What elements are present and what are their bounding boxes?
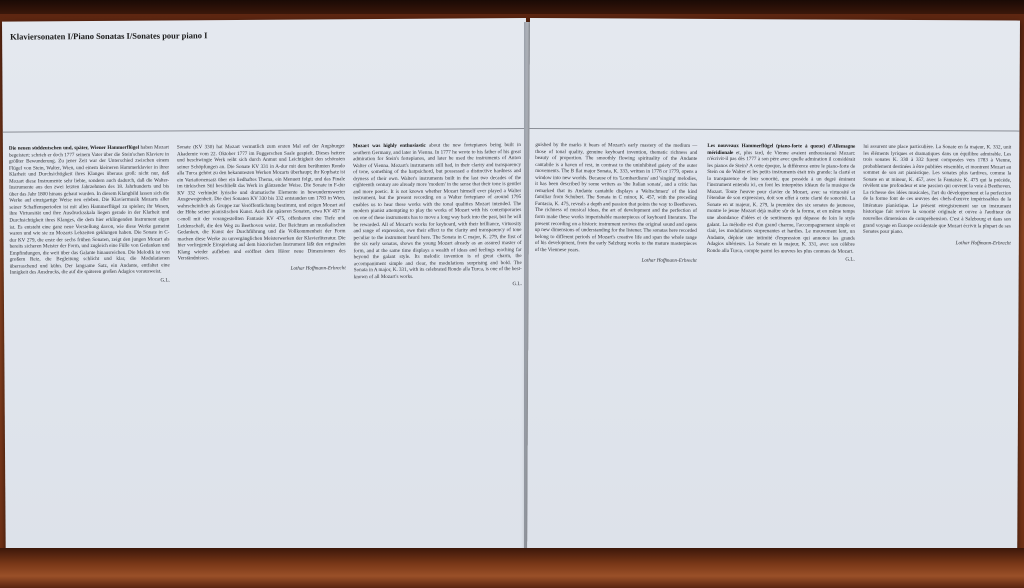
page-title: Klaviersonaten I/Piano Sonatas I/Sonates pour piano I (10, 30, 208, 42)
column-text: et, plus tard, de Vienne avaient enthousiasmé Mozart: n'écrivit-il pas dès 1777 à son père avec quelle admiration il considérait les pianos de Stein? A cette époque, la différence entre le piano-forte de Stein ou de Walter et les petits instruments était très grande: la clarté et la transparence de leur sonorité, que possède à un degré éminent l'instrument entendu ici, en font les interprètes idéaux de la musique de Mozart. Toute l'œuvre pour clavier de Mozart, avec sa virtuosité et l'étendue de son expression, doit son effet à cette clarté de sonorité. La Sonate en ut majeur, K. 279, la première des six sonates de jeunesse, montre le jeune Mozart déjà maître sûr de la forme, et en même temps une abondance d'idées et de sentiments qui dépasse de loin le style galant. La mélodie est d'un grand charme, l'accompagnement simple et clair, les modulations surprenantes et hardies. Le mouvement lent, un Andante, déploie une intimité d'expression qui annonce les grands Adagios ultérieurs. La Sonate en la majeur, K. 331, avec son célèbre Rondo alla Turca, compte parmi les œuvres les plus connues de Mozart. (706, 149, 856, 255)
divider (529, 128, 1019, 132)
text-column-5 (705, 143, 855, 544)
divider (3, 128, 527, 133)
text-column-4 (533, 142, 697, 543)
text-column-3 (353, 142, 524, 543)
wood-table-edge (0, 548, 1024, 588)
column-signature: G.L. (845, 256, 855, 264)
right-page (527, 18, 1020, 553)
column-text: guished by the marks it bears of Mozart's early mastery of the medium — those of tonal quality, genuine keyboard invention, thematic richness and beauty of proportion. The smoothly flowing spirituality of the Andante cantabile is a haven of rest, in contrast to the uninhibited gaiety of the outer movements. The B flat major Sonata, K. 333, written in 1778 or 1779, opens a window into new worlds. Because of its 'Lombardisms' and 'singing' melodies, it has been described by some writers as 'the Italian sonata', and a critic has remarked that its Andante cantabile displays a 'Weltschmerz' of the kind familiar from Schubert. The Sonata in C minor, K. 457, with the preceding Fantasia, K. 475, reveals a depth and passion that points the way to Beethoven. The richness of musical ideas, the art of development and the perfection of form make these works imperishable masterpieces of keyboard literature. The present recording on a historic instrument revives the original sound and opens up new dimensions of understanding for the listener. The sonatas here recorded belong to different periods of Mozart's creative life and span the whole range of his development, from the early Salzburg works to the mature masterpieces of the Viennese years. (534, 142, 698, 254)
text-column-2 (177, 143, 348, 544)
column-lead: Die neuen süddeutschen und, später, Wiener Hammerflügel (8, 144, 140, 152)
text-column-6 (861, 144, 1011, 545)
text-column-1 (9, 144, 172, 545)
column-text: haben Mozart begeistert: schrieb er doch 1777 seinem Vater über die Stein'schen Klaviere in größter Bewunderung. Zu jener Zeit war der Unterschied zwischen einem Flügel von Stein, Walter, Wien, und einem kleineren Hammerklavier in ihrer Klarheit und Durchsichtigkeit ihres Klanges überaus groß: nicht nur, daß Mozart diese Instrumente sehr liebte, sondern auch dadurch, daß die Walter-Instrumente aus den zwei letzten Jahrzehnten des 18. Jahrhunderts und bis über das Jahr 1800 hinaus gebaut wurden. In diesem Klangbild lassen sich die Werke auf einzigartige Weise neu erleben. Die Klaviermusik Mozarts aller seiner Schaffensperioden ist mit allen Hammerflügel zu spielen; ihr Wesen, ihre Virtuosität und ihre Ausdrucksskala liegen gerade in der Klarheit und Durchsichtigkeit ihres Klanges, die dem hier erklingenden Instrument eigen ist. Es entsteht eine ganz neue Vorstellung davon, wie diese Werke gemeint waren und wie sie zu Mozarts Lebzeiten geklungen haben. Die Sonate in C-dur KV 279, die erste der sechs frühen Sonaten, zeigt den jungen Mozart als bereits sicheren Meister der Form, und zugleich eine Fülle von Gedanken und Empfindungen, die weit über das Galante hinausreichen. Die Melodik ist von großem Reiz, die Begleitung schlicht und klar, die Modulationen überraschend und kühn. Der langsame Satz, ein Andante, entfaltet eine Innigkeit des Ausdrucks, die auf die späteren großen Adagios vorausweist. (8, 144, 170, 277)
column-text: Sonate (KV 330) hat Mozart vermutlich zum ersten Mal auf der Augsburger Akademie vom 22. Oktober 1777 im Fuggerschen Saale gespielt. Dieses heitere und beschwingte Werk reiht sich durch Anmut und Leichtigkeit den schönsten seiner Schöpfungen an. Die Sonate KV 331 in A-dur mit dem berühmten Rondo alla Turca gehört zu den bekanntesten Werken Mozarts überhaupt; ihr Kopfsatz ist ein Variationensatz über ein liedhaftes Thema, ein Menuett folgt, und das Finale im türkischen Stil beschließt das Werk in glänzender Weise. Die Sonate in F-dur KV 332 verbindet lyrische und dramatische Elemente in bewundernswerter Ausgewogenheit. Die drei Sonaten KV 330 bis 332 entstanden um 1783 in Wien, wahrscheinlich als Gruppe zur Veröffentlichung bestimmt, und zeigen Mozart auf der Höhe seiner pianistischen Kunst. Auch die späteren Sonaten, etwa KV 457 in c-moll mit der vorangestellten Fantasie KV 475, offenbaren eine Tiefe und Leidenschaft, die den Weg zu Beethoven weist. Der Reichtum an musikalischen Gedanken, die Kunst der Durchführung und die Vollkommenheit der Form machen diese Werke zu unvergänglichen Meisterwerken der Klavierliteratur. Die hier vorliegende Einspielung auf dem historischen Instrument läßt den originalen Klang wieder aufleben und eröffnet dem Hörer neue Dimensionen des Verständnisses. (176, 143, 346, 262)
top-shadow (0, 0, 1024, 14)
left-page (2, 18, 530, 554)
column-signature: Lothar Hoffmann-Erbrecht (641, 257, 697, 265)
column-lead: Mozart was highly enthusiastic (352, 142, 426, 150)
column-text: lui assurent une place particulière. La Sonate en fa majeur, K. 332, unit les éléments lyriques et dramatiques dans un équilibre admirable. Les trois sonates K. 330 à 332 furent composées vers 1783 à Vienne, probablement destinées à être publiées ensemble, et montrent Mozart au sommet de son art pianistique. Les sonates plus tardives, comme la Sonate en ut mineur, K. 457, avec la Fantaisie K. 475 qui la précède, révèlent une profondeur et une passion qui ouvrent la voie à Beethoven. La richesse des idées musicales, l'art du développement et la perfection de la forme font de ces œuvres des chefs-d'œuvre impérissables de la littérature pianistique. Le présent enregistrement sur un instrument historique fait revivre la sonorité originale et ouvre à l'auditeur de nouvelles dimensions de compréhension. C'est à Salzbourg et dans son grand voyage en Europe occidentale que Mozart écrivit la plupart de ses Sonates pour piano. (862, 143, 1012, 236)
column-signature: G.L. (512, 281, 522, 288)
column-text: about the new fortepianos being built in southern Germany, and later in Vienna. In 1777 he wrote to his father of his great admiration for Stein's fortepianos, and later he used the instruments of Anton Walter of Vienna. Mozart's instruments still had, in their clarity and transparency of tone, something of the harpsichord, but possessed a distinctive hardness and dryness of their own. Walter's instruments built in the last two decades of the eighteenth century are already more 'modern' in the sense that their tone is gentler and more poetic. It is not known whether Mozart himself ever played a Walter instrument, but the present recording on a Walter fortepiano of around 1795 enables us to hear these works with the tonal qualities Mozart intended. The modern pianist attempting to play the works of Mozart with his contemporaries on one of these instruments has to move a long way back into the past, but he will be rewarded. All of Mozart's works for keyboard, with their brilliance, virtuosity and range of expression, owe their effect to the clarity and transparency of tone peculiar to the instrument heard here. The Sonata in C major, K. 279, the first of the six early sonatas, shows the young Mozart already as an assured master of form, and at the same time displays a wealth of ideas and feelings reaching far beyond the galant style. Its melodic invention is of great charm, the accompaniment simple and clear, the modulations surprising and bold. The Sonata in A major, K. 331, with its celebrated Rondo alla Turca, is one of the best-known of all Mozart's works. (352, 142, 522, 281)
column-signature: Lothar Hoffmann-Erbrecht (290, 265, 346, 272)
column-signature: Lothar Hoffmann-Erbrecht (955, 239, 1011, 247)
column-signature: G.L. (160, 277, 170, 284)
column-lead: Les nouveaux Hammerflügel (piano-forte à queue) d'Allemagne méridionale (707, 142, 856, 156)
